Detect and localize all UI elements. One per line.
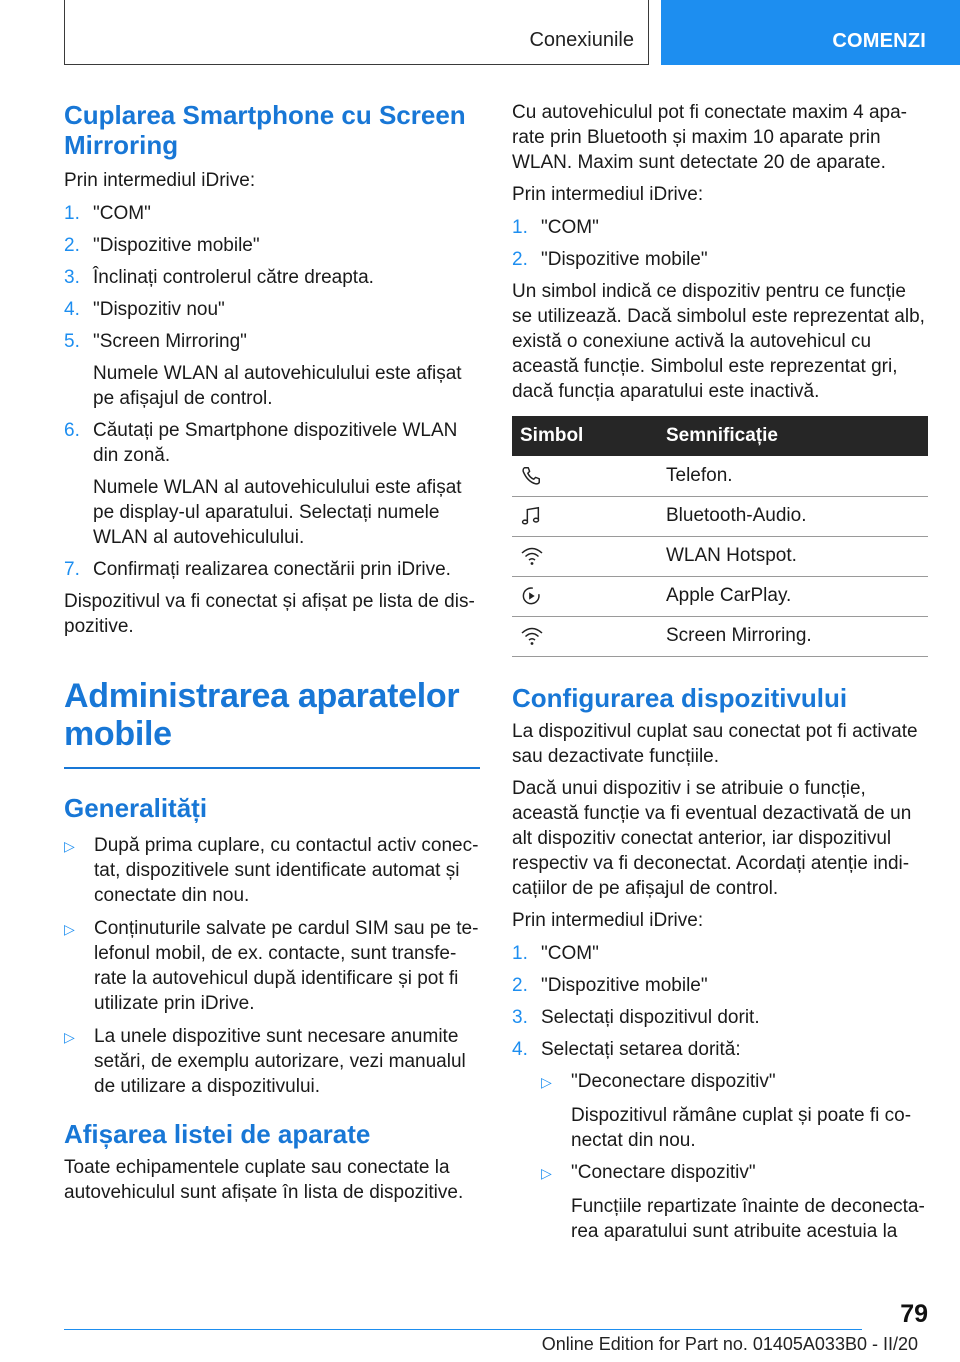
configure-text-2: Dacă unui dispozitiv i se atribuie o funcție, această funcție va fi eventual dezactivată de un alt dispozitiv conectat anterior, iar dispozitivul respectiv va fi deconectat. Acordați atenție indicațiilor de pe afișajul de control.	[512, 777, 912, 899]
device-list-text: Toate echipamentele cuplate sau conectate la autovehiculul sunt afișate în lista de dispozitive.	[64, 1157, 464, 1203]
symbol-table	[512, 416, 928, 657]
table-row	[512, 576, 928, 616]
page-number: 79	[900, 1300, 928, 1328]
triangle-bullet-icon: ▷	[64, 838, 75, 854]
list-item: 4. Selectați setarea dorită:	[512, 1038, 741, 1060]
step-note: Numele WLAN al autovehiculului este afișat pe display-ul aparatului. Selectați numele WLAN al autovehiculului.	[93, 477, 462, 548]
table-cell-meaning: WLAN Hotspot.	[658, 536, 928, 576]
header-section-title: Conexiunile	[529, 29, 634, 51]
music-note-icon	[520, 505, 542, 527]
step-note: Numele WLAN al autovehiculului este afișat pe afișajul de control.	[93, 363, 462, 409]
heading-configure-device: Configurarea dispozitivului	[512, 682, 848, 713]
header-chapter-tab[interactable]	[661, 0, 960, 65]
footer-edition: Online Edition for Part no. 01405A033B0 - II/20	[541, 1334, 918, 1354]
list-item: 5. "Screen Mirroring"	[64, 331, 247, 352]
list-item: ▷ Conținuturile salvate pe cardul SIM sau pe telefonul mobil, de ex. contacte, sunt transferate la autovehicul după identificare și pot fi utilizate prin iDrive.	[64, 918, 479, 1014]
list-item: 4. "Dispozitiv nou"	[64, 299, 225, 320]
list-item: 1. "COM"	[64, 203, 151, 224]
list-item: 1. "COM"	[512, 942, 599, 964]
list-item: 2. "Dispozitive mobile"	[512, 249, 708, 270]
heading-screen-mirroring: Cuplarea Smartphone cu Screen Mirroring	[64, 100, 466, 160]
configure-text-1: La dispozitivul cuplat sau conectat pot fi activate sau dezactivate funcțiile.	[512, 720, 918, 767]
table-row	[512, 536, 928, 576]
list-item: ▷ După prima cuplare, cu contactul activ conectat, dispozitivele sunt identificate automat și conectate din nou.	[64, 835, 479, 906]
wifi-icon	[520, 625, 544, 647]
table-row	[512, 496, 928, 536]
phone-icon	[520, 465, 542, 487]
option-note: Funcțiile repartizate înainte de deconectarea aparatului sunt atribuite acestuia la	[571, 1195, 925, 1242]
list-item: 3. Selectați dispozitivul dorit.	[512, 1006, 760, 1028]
list-item: 2. "Dispozitive mobile"	[512, 974, 708, 996]
device-limits-text: Cu autovehiculul pot fi conectate maxim 4 aparate prin Bluetooth și maxim 10 aparate prin WLAN. Maxim sunt detectate 20 de aparate.	[512, 102, 907, 173]
header-chapter-label: COMENZI	[832, 30, 926, 52]
carplay-icon	[520, 585, 542, 607]
steps-list	[64, 201, 480, 582]
option-note: Dispozitivul rămâne cuplat și poate fi conectat din nou.	[571, 1104, 912, 1151]
table-cell-meaning: Bluetooth-Audio.	[658, 496, 928, 536]
table-cell-meaning: Screen Mirroring.	[658, 616, 928, 656]
col-header-symbol: Simbol	[512, 416, 658, 456]
general-bullets	[64, 833, 480, 1099]
list-item: ▷ "Deconectare dispozitiv"	[541, 1069, 928, 1095]
heading-device-list: Afișarea listei de aparate	[64, 1119, 371, 1149]
list-item: 1. "COM"	[512, 217, 599, 238]
intro-idrive: Prin intermediul iDrive:	[64, 170, 256, 191]
table-row	[512, 616, 928, 656]
outro-text: Dispozitivul va fi conectat și afișat pe lista de dispozitive.	[64, 591, 475, 637]
heading-admin-devices: Administrarea aparatelor mobile	[64, 677, 460, 753]
list-item: 3. Înclinați controlerul către dreapta.	[64, 267, 374, 288]
steps-list	[512, 941, 928, 1244]
triangle-bullet-icon: ▷	[64, 921, 75, 937]
table-row	[512, 456, 928, 496]
col-header-meaning: Semnificație	[658, 416, 928, 456]
list-item: 6. Căutați pe Smartphone dispozitivele WLAN din zonă.	[64, 420, 458, 466]
heading-rule	[64, 767, 480, 769]
symbol-explanation: Un simbol indică ce dispozitiv pentru ce funcție se utilizează. Dacă simbolul este reprezentat alb, există o conexiune activă la autovehicul cu această funcție. Simbolul este reprezentat gri, dacă funcția aparatului este inactivă.	[512, 281, 925, 402]
triangle-bullet-icon: ▷	[541, 1073, 552, 1090]
table-cell-meaning: Apple CarPlay.	[658, 576, 928, 616]
right-column	[512, 100, 928, 1251]
list-item: 7. Confirmați realizarea conectării prin iDrive.	[64, 559, 451, 580]
list-item: ▷ "Conectare dispozitiv"	[541, 1160, 928, 1186]
heading-general: Generalități	[64, 793, 208, 823]
list-item: 2. "Dispozitive mobile"	[64, 235, 260, 256]
table-header-row	[512, 416, 928, 456]
intro-idrive: Prin intermediul iDrive:	[512, 909, 704, 931]
header-section-box	[64, 0, 649, 65]
triangle-bullet-icon: ▷	[64, 1029, 75, 1045]
steps-list	[512, 215, 928, 272]
triangle-bullet-icon: ▷	[541, 1164, 552, 1181]
left-column	[64, 100, 480, 1212]
table-cell-meaning: Telefon.	[658, 456, 928, 496]
setting-options	[512, 1069, 928, 1244]
list-item: ▷ La unele dispozitive sunt necesare anumite setări, de exemplu autorizare, vezi manualul de utilizare a dispozitivului.	[64, 1026, 466, 1097]
intro-idrive: Prin intermediul iDrive:	[512, 184, 704, 205]
footer-rule	[64, 1329, 862, 1330]
wifi-icon	[520, 545, 544, 567]
